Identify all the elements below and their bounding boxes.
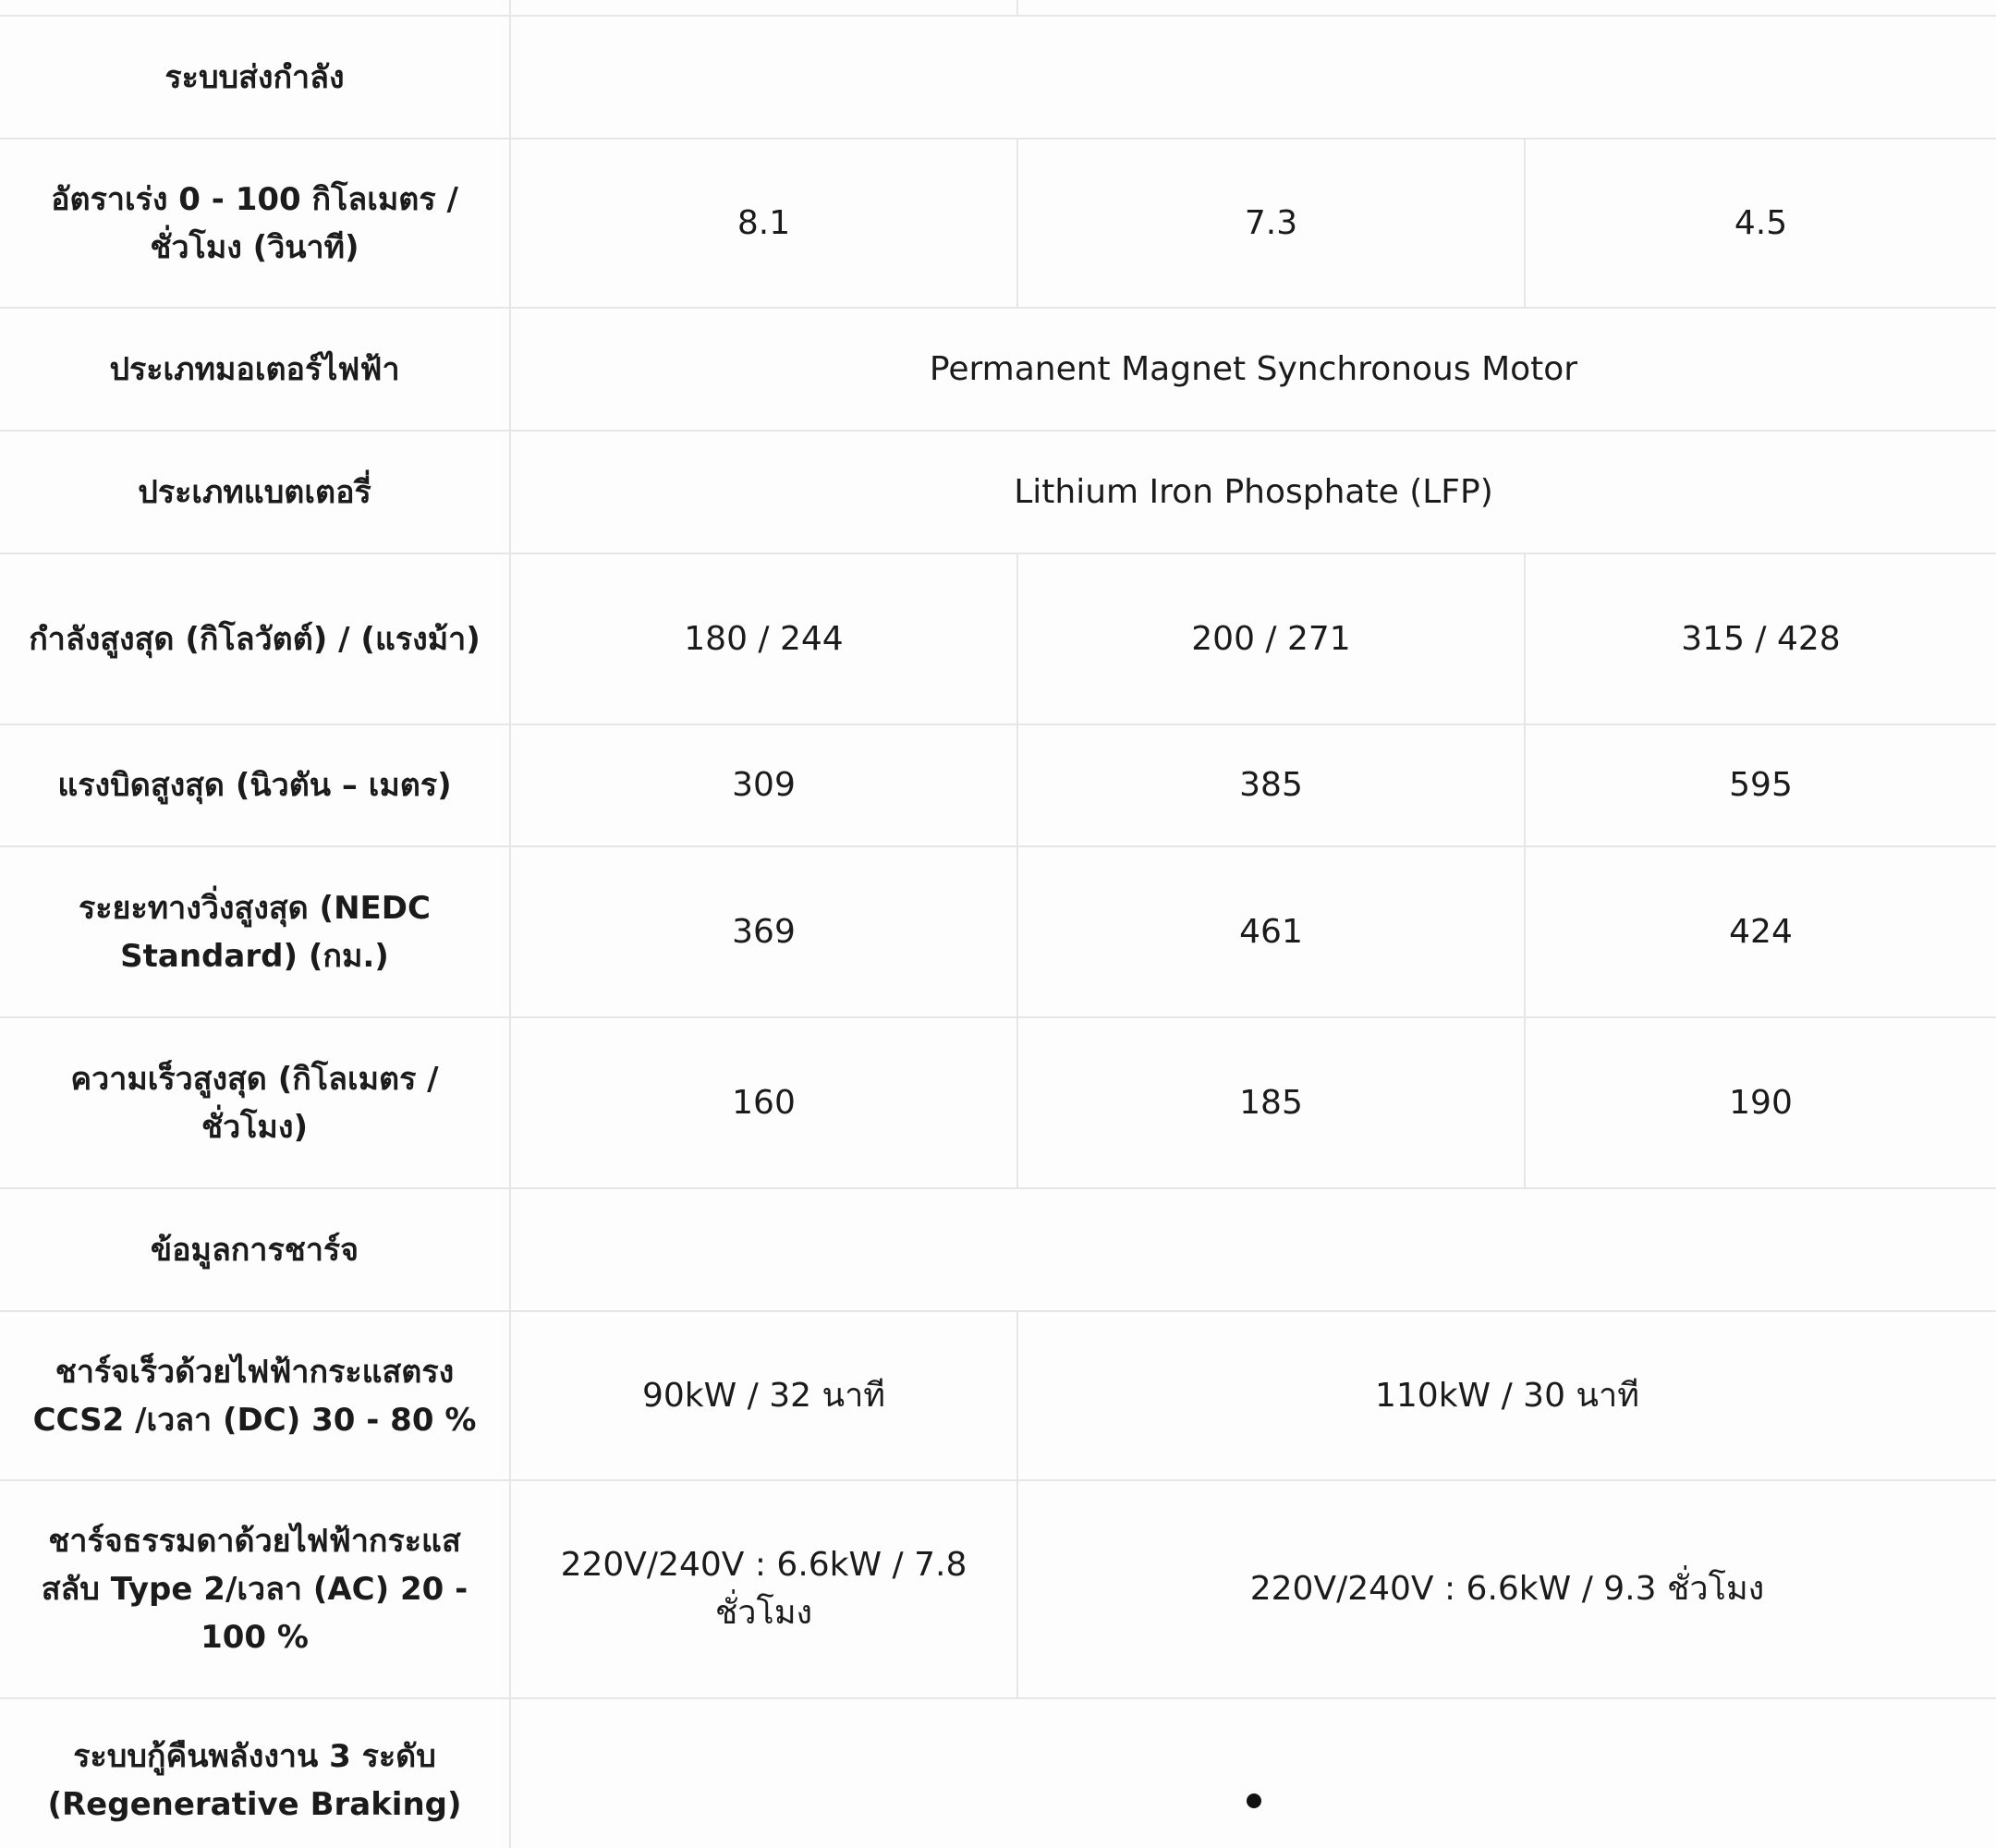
max-power-value-1: 180 / 244 bbox=[510, 553, 1017, 724]
dc-charging-value-1: 90kW / 32 นาที bbox=[510, 1311, 1017, 1480]
max-range-value-2: 461 bbox=[1017, 846, 1525, 1017]
section-row-powertrain bbox=[0, 16, 1996, 139]
max-torque-value-2: 385 bbox=[1017, 724, 1525, 846]
row-label-top-speed: ความเร็วสูงสุด (กิโลเมตร / ชั่วโมง) bbox=[0, 1017, 510, 1188]
table-row-ac-charging bbox=[0, 1480, 1996, 1698]
regen-braking-value bbox=[510, 1698, 1996, 1848]
table-row-dc-charging bbox=[0, 1311, 1996, 1480]
row-label-regen-braking: ระบบกู้คืนพลังงาน 3 ระดับ (Regenerative Braking) bbox=[0, 1698, 510, 1848]
table-row-regen-braking bbox=[0, 1698, 1996, 1848]
acceleration-value-2: 7.3 bbox=[1017, 139, 1525, 308]
table-row-top-partial bbox=[0, 0, 1996, 16]
section-label-powertrain: ระบบส่งกำลัง bbox=[0, 16, 510, 139]
table-row-max-torque bbox=[0, 724, 1996, 846]
cell-empty bbox=[1017, 0, 1996, 16]
battery-type-value: Lithium Iron Phosphate (LFP) bbox=[510, 431, 1996, 553]
row-label-max-range: ระยะทางวิ่งสูงสุด (NEDC Standard) (กม.) bbox=[0, 846, 510, 1017]
cell-empty bbox=[510, 0, 1017, 16]
top-speed-value-2: 185 bbox=[1017, 1017, 1525, 1188]
cell-empty bbox=[0, 0, 510, 16]
ac-charging-value-1: 220V/240V : 6.6kW / 7.8 ชั่วโมง bbox=[510, 1480, 1017, 1698]
cell-empty bbox=[510, 16, 1996, 139]
section-label-charging-info: ข้อมูลการชาร์จ bbox=[0, 1188, 510, 1311]
row-label-max-power: กำลังสูงสุด (กิโลวัตต์) / (แรงม้า) bbox=[0, 553, 510, 724]
row-label-dc-charging: ชาร์จเร็วด้วยไฟฟ้ากระแสตรง CCS2 /เวลา (DC) 30 - 80 % bbox=[0, 1311, 510, 1480]
max-power-value-2: 200 / 271 bbox=[1017, 553, 1525, 724]
row-label-ac-charging: ชาร์จธรรมดาด้วยไฟฟ้ากระแสสลับ Type 2/เวลา (AC) 20 - 100 % bbox=[0, 1480, 510, 1698]
table-row-acceleration bbox=[0, 139, 1996, 308]
table-row-motor-type bbox=[0, 308, 1996, 431]
row-label-acceleration: อัตราเร่ง 0 - 100 กิโลเมตร / ชั่วโมง (วินาที) bbox=[0, 139, 510, 308]
max-torque-value-3: 595 bbox=[1525, 724, 1996, 846]
acceleration-value-1: 8.1 bbox=[510, 139, 1017, 308]
cell-empty bbox=[510, 1188, 1996, 1311]
bullet-icon bbox=[1247, 1793, 1261, 1808]
table-row-battery-type bbox=[0, 431, 1996, 553]
max-range-value-3: 424 bbox=[1525, 846, 1996, 1017]
motor-type-value: Permanent Magnet Synchronous Motor bbox=[510, 308, 1996, 431]
row-label-motor-type: ประเภทมอเตอร์ไฟฟ้า bbox=[0, 308, 510, 431]
ac-charging-value-2: 220V/240V : 6.6kW / 9.3 ชั่วโมง bbox=[1017, 1480, 1996, 1698]
top-speed-value-3: 190 bbox=[1525, 1017, 1996, 1188]
table-row-max-range bbox=[0, 846, 1996, 1017]
top-speed-value-1: 160 bbox=[510, 1017, 1017, 1188]
section-row-charging-info bbox=[0, 1188, 1996, 1311]
max-power-value-3: 315 / 428 bbox=[1525, 553, 1996, 724]
row-label-battery-type: ประเภทแบตเตอรี่ bbox=[0, 431, 510, 553]
max-torque-value-1: 309 bbox=[510, 724, 1017, 846]
table-row-max-power bbox=[0, 553, 1996, 724]
dc-charging-value-2: 110kW / 30 นาที bbox=[1017, 1311, 1996, 1480]
row-label-max-torque: แรงบิดสูงสุด (นิวตัน – เมตร) bbox=[0, 724, 510, 846]
table-row-top-speed bbox=[0, 1017, 1996, 1188]
max-range-value-1: 369 bbox=[510, 846, 1017, 1017]
acceleration-value-3: 4.5 bbox=[1525, 139, 1996, 308]
